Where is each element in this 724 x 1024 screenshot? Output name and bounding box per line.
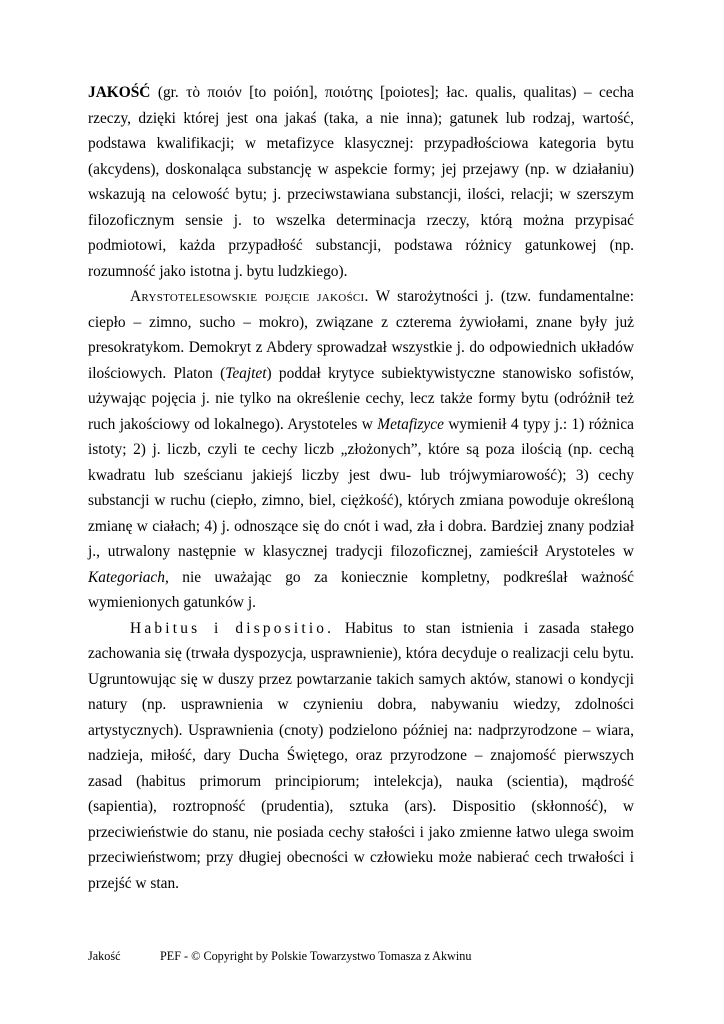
title-teajtet: Teajtet <box>225 364 267 382</box>
definition-text: (gr. τὸ ποιόν [to poión], ποιότης [poiotes]; łac. qualis, qualitas) – cecha rzeczy, dzięki której jest ona jakaś (taka, a nie inna); gatunek lub rodzaj, wartość, podstawa kwalifikacji; w metafizyce klasycznej: przypadłościowa kategoria bytu (akcydens), doskonaląca substancję w aspekcie formy; jej przejawy (np. w działaniu) wskazują na celowość bytu; j. przeciwstawiana substancji, ilości, relacji; w szerszym filozoficznym sensie j. to wszelka determinacja rzeczy, którą można przypisać podmiotowi, każda przypadłość substancji, podstawa różnicy gatunkowej (np. rozumność jako istotna j. bytu ludzkiego). <box>88 84 634 280</box>
page-footer <box>88 948 471 964</box>
paragraph-text-segment: wymienił 4 typy j.: 1) różnica istoty; 2) j. liczb, czyli te cechy liczb „złożonych”, które są poza ilością (np. cechą kwadratu lub sześcianu jakiejś liczby jest dwu- lub trójwymiarowość); 3) cechy substancji w ruchu (ciepło, zimno, biel, ciężkość), których zmiana powoduje określoną zmianę w ciałach; 4) j. odnoszące się do cnót i wad, zła i dobra. Bardziej znany podział j., utrwalony następnie w klasycznej tradycji filozoficznej, zamieścił Arystoteles w <box>88 415 634 560</box>
paragraph-definition <box>88 80 634 284</box>
paragraph-text-segment: W starożytności j. (tzw. fundamentalne: ciepło – zimno, sucho – mokro), związane z czterema żywiołami, znane były już presokratykom. Demokryt z Abdery sprowadzał wszystkie j. do odpowiednich układów ilościowych. Platon ( <box>88 288 635 382</box>
footer-copyright: PEF - © Copyright by Polskie Towarzystwo Tomasza z Akwinu <box>160 949 472 963</box>
paragraph-habitus-dispositio <box>88 616 634 897</box>
paragraph-aristotelian-concept <box>88 284 634 616</box>
title-metafizyce: Metafizyce <box>377 415 444 433</box>
section-heading-habitus: Habitus i dispositio. <box>130 619 335 637</box>
paragraph-text-segment: Habitus to stan istnienia i zasada stałego zachowania się (trwała dyspozycja, usprawnienie), która decyduje o realizacji celu bytu. Ugruntowując się w duszy przez powtarzanie takich samych aktów, stanowi o kondycji natury (np. usprawnienia w czynieniu dobra, nabywaniu wiedzy, zdolności artystycznych). Usprawnienia (cnoty) podzielono później na: nadprzyrodzone – wiara, nadzieja, miłość, dary Ducha Świętego, oraz przyrodzone – znajomość pierwszych zasad (habitus primorum principiorum; intelekcja), nauka (scientia), mądrość (sapientia), roztropność (prudentia), sztuka (ars). Dispositio (skłonność), w przeciwieństwie do stanu, nie posiada cechy stałości i jako zmienne łatwo ulega swoim przeciwieństwom; przy długiej obecności w człowieku może nabierać cech trwałości i przejść w stan. <box>88 619 634 892</box>
paragraph-text-segment: ) poddał krytyce subiektywistyczne stanowisko sofistów, używając pojęcia j. nie tylko na określenie cechy, lecz także formy bytu (odróżnił też ruch jakościowy od lokalnego). Arystoteles w <box>88 364 634 433</box>
article-body <box>88 80 634 896</box>
footer-entry-title: Jakość <box>88 949 121 963</box>
title-kategoriach: Kategoriach <box>88 568 165 586</box>
entry-headword: JAKOŚĆ <box>88 84 151 101</box>
section-heading-aristotelian: Arystotelesowskie pojęcie jakości. <box>130 288 369 305</box>
paragraph-text-segment: , nie uważając go za koniecznie kompletny, podkreślał ważność wymienionych gatunków j. <box>88 568 634 611</box>
